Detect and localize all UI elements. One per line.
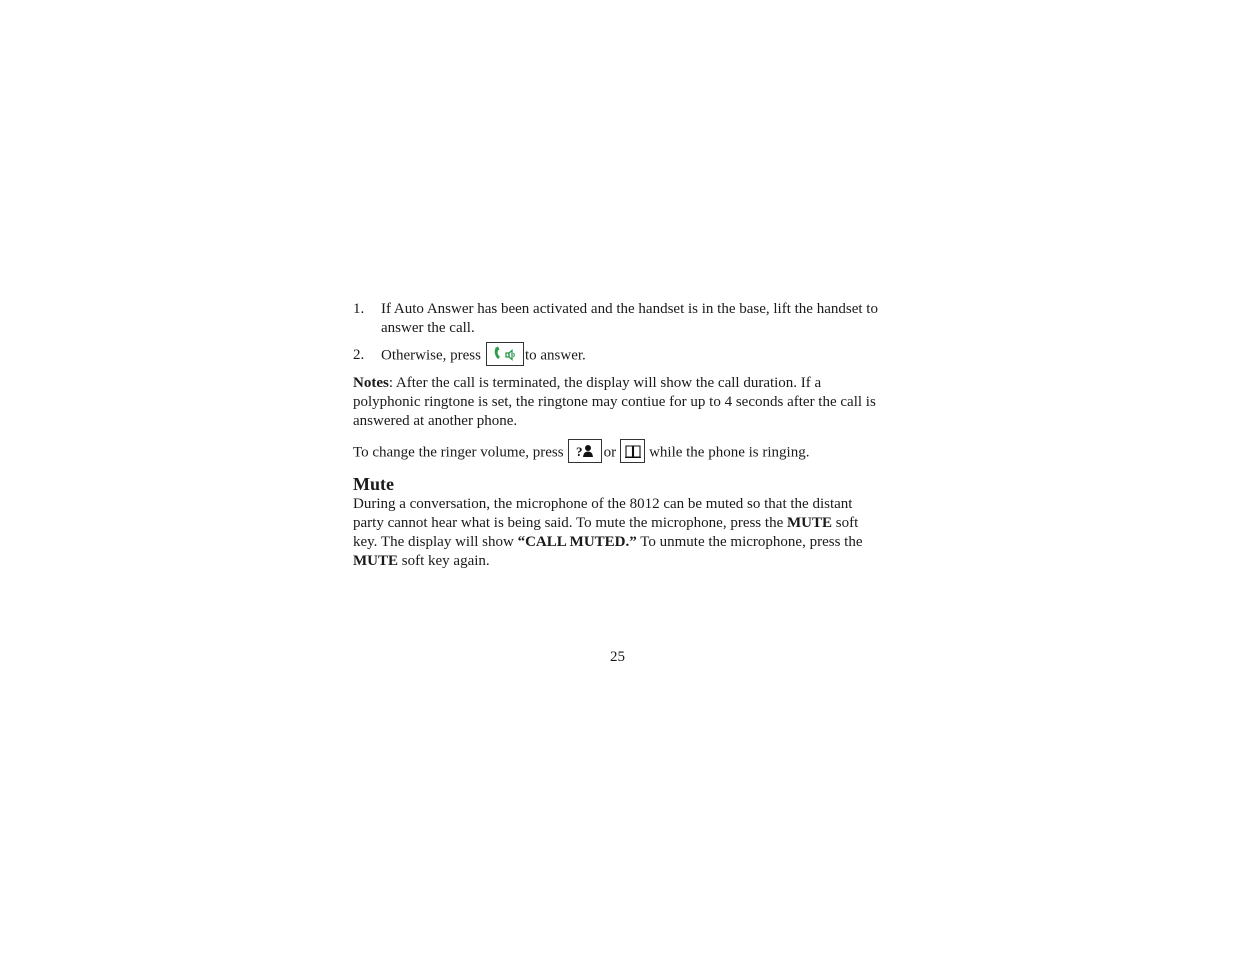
mute-text-3: To unmute the microphone, press the <box>636 534 863 550</box>
mute-soft-key-label: MUTE <box>786 515 832 531</box>
list-text-before: Otherwise, press <box>381 347 481 364</box>
help-contact-icon <box>576 444 594 458</box>
ringer-paragraph <box>353 443 883 463</box>
list-text: If Auto Answer has been activated and the handset is in the base, lift the handset to answer the call. <box>381 301 878 336</box>
call-muted-display-text: “CALL MUTED.” <box>517 534 637 550</box>
notes-label: Notes <box>353 375 389 391</box>
directory-book-icon <box>625 445 641 458</box>
list-item-1 <box>353 300 883 338</box>
help-key <box>568 439 602 463</box>
answer-key <box>486 342 524 366</box>
list-item-2 <box>353 346 883 366</box>
document-page <box>353 300 883 571</box>
mute-text-1: During a conversation, the microphone of the 8012 can be muted so that the distant party cannot hear what is being said. To mute the microphone, press the <box>353 496 853 531</box>
mute-text-2: soft key. The display will show <box>353 515 859 550</box>
mute-text-4: soft key again. <box>398 553 490 569</box>
list-number: 1. <box>353 301 365 317</box>
notes-text: : After the call is terminated, the display will show the call duration. If a polyphonic ringtone is set, the ringtone may contiue for up to 4 seconds after the call is answered at another phone. <box>353 375 876 429</box>
page-number: 25 <box>610 649 625 665</box>
mute-soft-key-label: MUTE <box>353 553 398 569</box>
handsfree-answer-icon <box>493 346 517 362</box>
mute-heading: Mute <box>353 474 394 494</box>
svg-text:?: ? <box>575 444 583 458</box>
ringer-text-after: while the phone is ringing. <box>649 444 810 461</box>
ringer-text-middle: or <box>603 444 617 461</box>
mute-paragraph <box>353 495 883 571</box>
list-number: 2. <box>353 347 365 363</box>
ringer-text-before: To change the ringer volume, press <box>353 444 564 461</box>
list-text-after: to answer. <box>524 347 586 364</box>
notes-paragraph <box>353 374 883 431</box>
book-key <box>620 439 645 463</box>
